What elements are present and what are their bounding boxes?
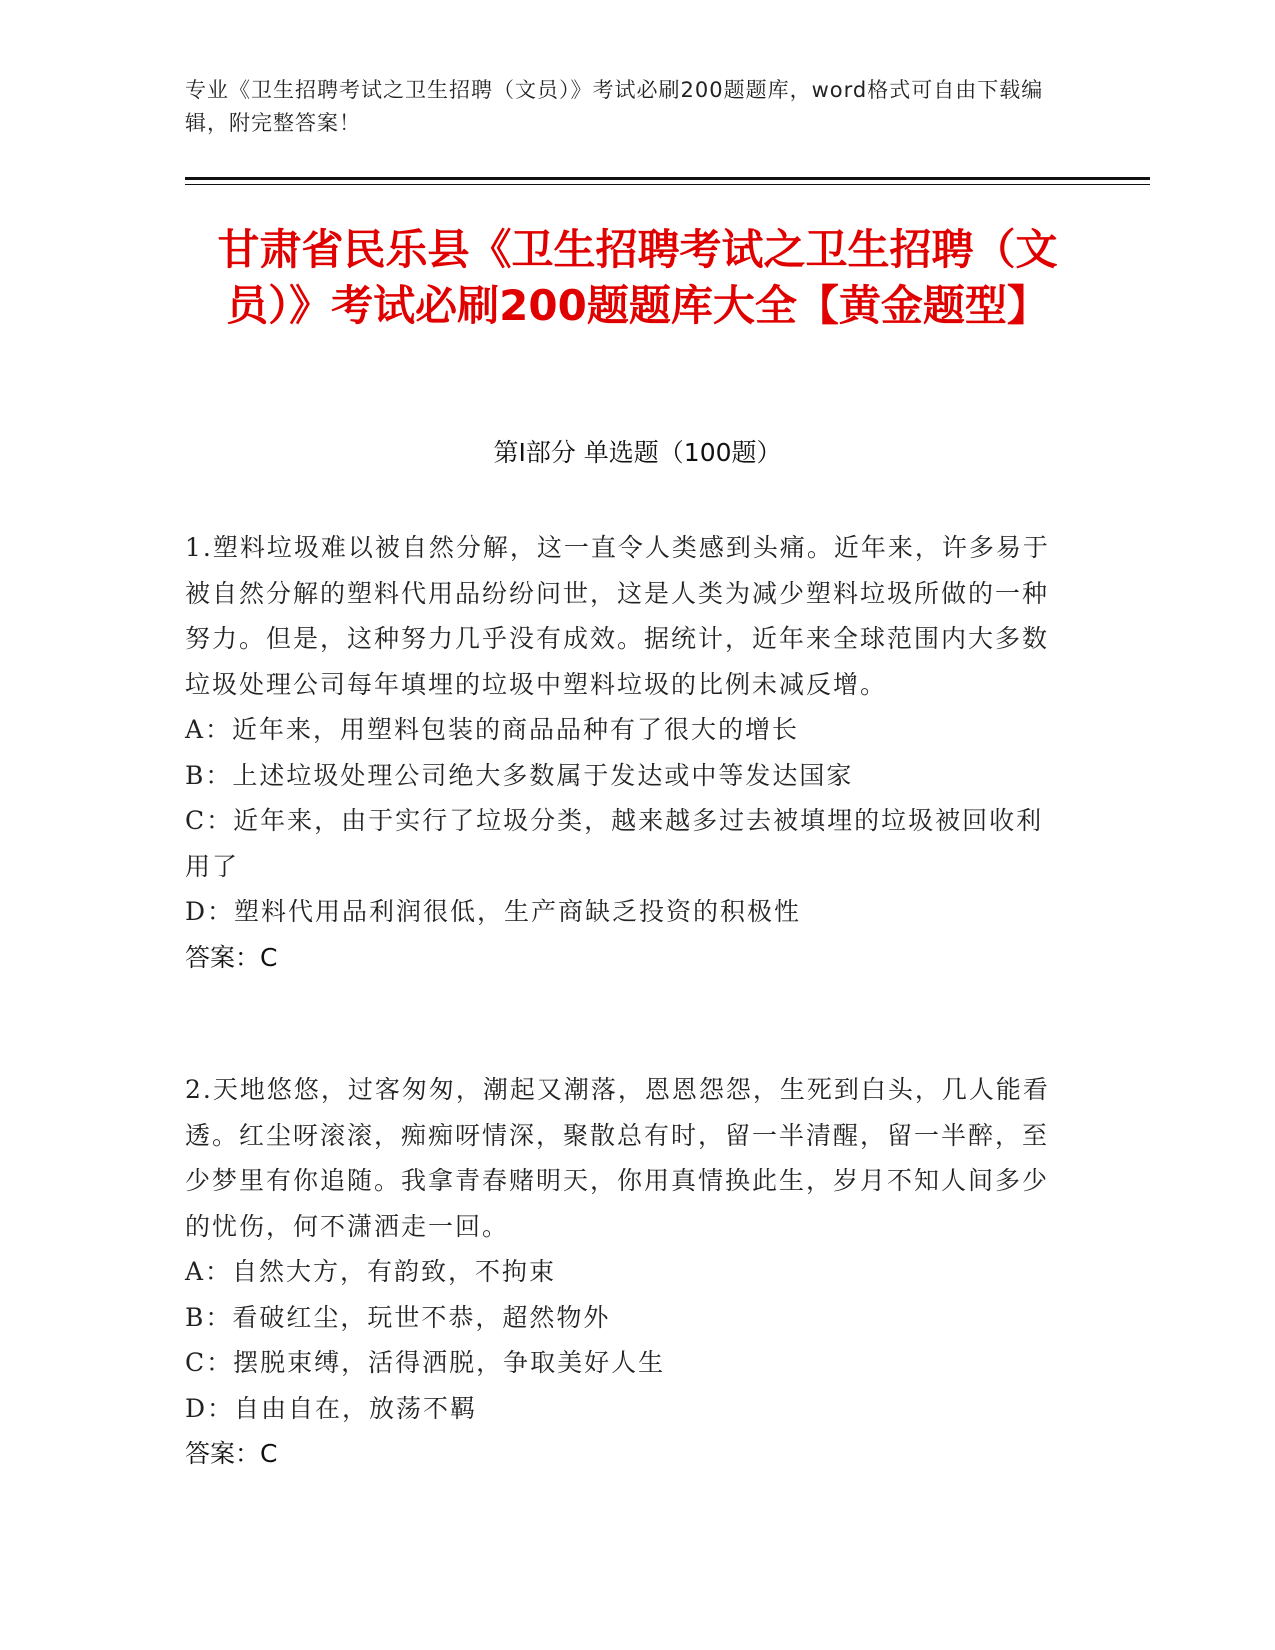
- header-note: 专业《卫生招聘考试之卫生招聘（文员）》考试必刷200题题库，word格式可自由下载编辑，附完整答案！: [185, 78, 1044, 135]
- question-2: [185, 1067, 1065, 1477]
- question-stem: 1.塑料垃圾难以被自然分解，这一直令人类感到头痛。近年来，许多易于被自然分解的塑料代用品纷纷问世，这是人类为减少塑料垃圾所做的一种努力。但是，这种努力几乎没有成效。据统计，近年来全球范围内大多数垃圾处理公司每年填埋的垃圾中塑料垃圾的比例未减反增。: [185, 533, 1050, 699]
- option-c: C：摆脱束缚，活得洒脱，争取美好人生: [185, 1348, 666, 1377]
- option-d: D：自由自在，放荡不羁: [185, 1393, 478, 1423]
- option-a: A：自然大方，有韵致，不拘束: [185, 1257, 557, 1286]
- header-divider-thin: [185, 184, 1150, 185]
- section-title: 第Ⅰ部分 单选题（100题）: [493, 438, 782, 467]
- option-c: C：近年来，由于实行了垃圾分类，越来越多过去被填埋的垃圾被回收利用了: [185, 806, 1044, 881]
- answer: 答案：C: [185, 1439, 278, 1468]
- header-divider-thick: [185, 177, 1150, 180]
- option-d: D：塑料代用品利润很低，生产商缺乏投资的积极性: [185, 897, 802, 926]
- option-b: B：看破红尘，玩世不恭，超然物外: [185, 1302, 611, 1332]
- option-b: B：上述垃圾处理公司绝大多数属于发达或中等发达国家: [185, 760, 854, 790]
- question-1: [185, 525, 1065, 980]
- option-a: A：近年来，用塑料包装的商品品种有了很大的增长: [185, 715, 800, 744]
- answer: 答案：C: [185, 942, 278, 972]
- question-stem: 2.天地悠悠，过客匆匆，潮起又潮落，恩恩怨怨，生死到白头，几人能看透。红尘呀滚滚，痴痴呀情深，聚散总有时，留一半清醒，留一半醉，至少梦里有你追随。我拿青春赌明天，你用真情换此生，岁月不知人间多少的忧伤，何不潇洒走一回。: [185, 1075, 1050, 1241]
- document-title: 甘肃省民乐县《卫生招聘考试之卫生招聘（文员）》考试必刷200题题库大全【黄金题型】: [217, 225, 1058, 330]
